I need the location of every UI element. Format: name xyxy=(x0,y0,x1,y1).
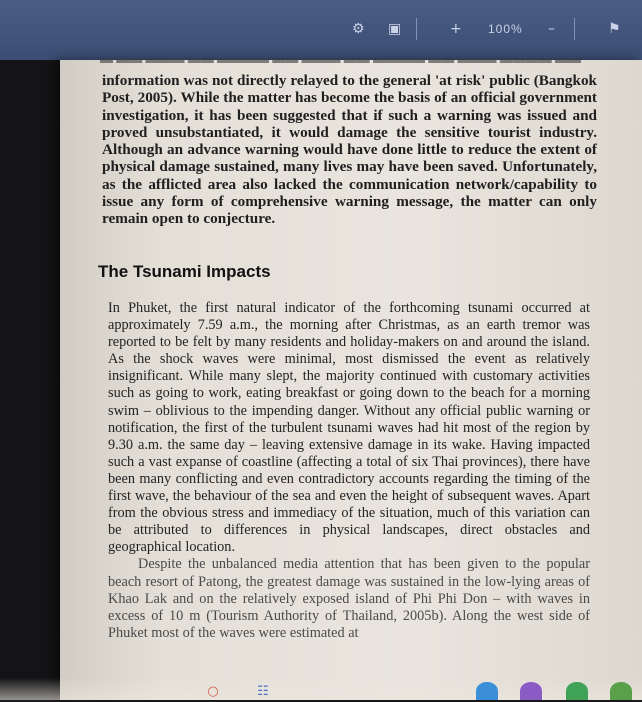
paragraph-2: Despite the unbalanced media attention that has been given to the popular beach resort of Patong, the greatest damage was sustained in the low-lying areas of Khao Lak and on the relatively exposed island of Phi Phi Don – with waves in excess of 10 m (Tourism Authority of Thailand, 2005b). Along the west side of Phuket most of the waves were estimated at xyxy=(108,556,590,641)
page-shadow xyxy=(0,60,60,700)
window-icon[interactable]: ▣ xyxy=(388,21,402,37)
taskbar xyxy=(0,678,642,700)
warning-paragraph: information was not directly relayed to the general 'at risk' public (Bangkok Post, 2005). While the matter has become the basis of an official government investigation, it has been suggested that if such a warning was issued and proved unsubstantiated, it would damage the sensitive tourist industry. Although an advance warning would have done little to reduce the extent of physical damage sustained, many lives may have been saved. Unfortunately, as the afflicted area also lacked the communication network/capability to issue any form of comprehensive warning message, the matter can only remain open to conjecture. xyxy=(102,72,597,228)
clipped-text-line: ▬ ▬▬ ▬▬▬ ▬▬ ▬▬▬▬ ▬▬ ▬▬▬ ▬▬ ▬▬▬▬ ▬▬ ▬▬▬ ▬▬▬▬ ▬▬ xyxy=(100,51,581,66)
section-heading: The Tsunami Impacts xyxy=(98,262,271,281)
chat-icon[interactable] xyxy=(520,682,542,700)
menu-icon[interactable]: ☷ xyxy=(257,684,269,699)
minimize-icon[interactable]: – xyxy=(548,21,555,37)
app-icon[interactable] xyxy=(610,682,632,700)
body-text xyxy=(108,300,590,642)
toolbar-divider xyxy=(574,18,575,40)
browser-icon[interactable] xyxy=(476,682,498,700)
settings-icon[interactable]: ⚙ xyxy=(352,21,365,37)
add-icon[interactable]: + xyxy=(450,21,462,37)
zoom-level: 100% xyxy=(488,22,523,36)
paragraph-1: In Phuket, the first natural indicator of the forthcoming tsunami occurred at approximately 7.59 a.m., the morning after Christmas, as an earth tremor was reported to be felt by many residents and holiday-makers on and around the island. As the shock waves were minimal, most dismissed the event as relatively insignificant. While many slept, the majority continued with customary activities such as going to work, eating breakfast or going down to the beach for a morning swim – oblivious to the impending danger. Without any official public warning or notification, the first of the turbulent tsunami waves had hit most of the region by 9.30 a.m. the same day – leaving extensive damage in its wake. Having impacted such a vast expanse of coastline (affecting a total of six Thai provinces), there have been many conflicting and even contradictory accounts regarding the timing of the first wave, the behaviour of the sea and even the height of subsequent waves. Apart from the obvious stress and immediacy of the situation, much of this variation can be attributed to differences in physical landscapes, direct obstacles and geographical location. xyxy=(108,300,590,556)
search-icon[interactable]: ○ xyxy=(207,684,219,699)
flag-icon[interactable]: ⚑ xyxy=(608,21,621,37)
app-icon[interactable] xyxy=(566,682,588,700)
book-page xyxy=(60,51,642,700)
toolbar-divider xyxy=(416,18,417,40)
